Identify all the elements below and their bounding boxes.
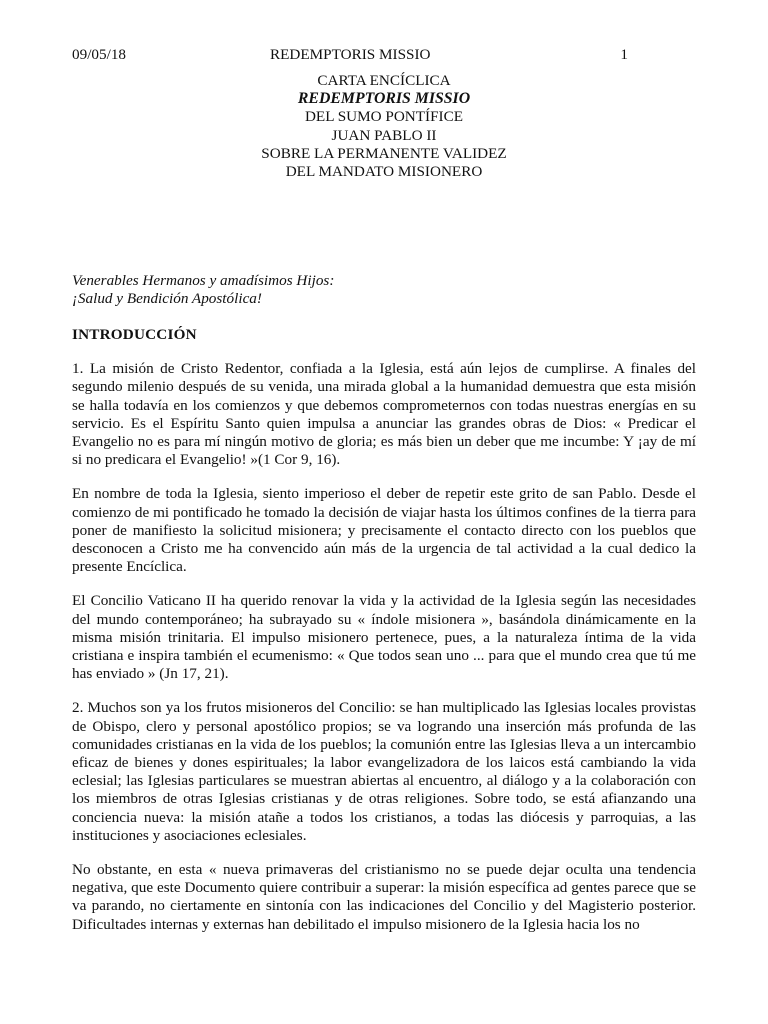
paragraph-2	[72, 485, 696, 576]
title-line-author: JUAN PABLO II	[331, 126, 437, 144]
salutation-line-2: ¡Salud y Bendición Apostólica!	[72, 290, 262, 308]
paragraph-3-text: El Concilio Vaticano II ha querido renovar la vida y la actividad de la Iglesia según las necesidades del mundo contemporáneo; ha subrayado su « índole misionera », basándola dinámicamente en la misma misión trinitaria. El impulso misionero pertenece, pues, a la naturaleza íntima de la vida cristiana e inspira también el ecumenismo: « Que todos sean uno ... para que el mundo crea que tú me has enviado » (	[72, 592, 696, 683]
paragraph-1-text: 1. La misión de Cristo Redentor, confiada a la Iglesia, está aún lejos de cumplirse. A finales del segundo milenio después de su venida, una mirada global a la humanidad demuestra que esta misión se halla todavía en los comienzos y que debemos comprometernos con todas nuestras energías en su servicio. Es el Espíritu Santo quien impulsa a anunciar las grandes obras de Dios: « Predicar el Evangelio no es para mí ningún motivo de gloria; es más bien un deber que me incumbe: Y ¡ay de mí si no predicara el Evangelio! »(	[72, 360, 696, 469]
title-line-pontifice: DEL SUMO PONTÍFICE	[304, 108, 464, 126]
section-heading: INTRODUCCIÓN	[72, 326, 197, 343]
salutation	[72, 272, 696, 308]
page-header	[72, 44, 628, 66]
paragraph-1-citation: 1 Cor	[263, 451, 298, 469]
salutation-line-1: Venerables Hermanos y amadísimos Hijos:	[72, 272, 335, 289]
document-body	[72, 326, 696, 950]
paragraph-1	[72, 360, 696, 469]
paragraph-5	[72, 861, 696, 934]
title-line-subject-1: SOBRE LA PERMANENTE VALIDEZ	[261, 144, 507, 162]
paragraph-4-emphasis: la misión atañe a todos los cristianos,	[191, 808, 437, 826]
paragraph-3-tail: 17, 21).	[177, 665, 229, 683]
title-block	[72, 72, 696, 181]
paragraph-2-tail: a la cual dedico la presente Encíclica.	[72, 540, 696, 576]
paragraph-2-emphasis: la urgencia de tal actividad	[401, 540, 573, 558]
document-title: REDEMPTORIS MISSIO	[297, 90, 471, 108]
paragraph-1-tail: 9, 16).	[297, 451, 341, 469]
header-date: 09/05/18	[72, 46, 127, 63]
paragraph-5-text: No obstante, en esta « nueva primaveras del cristianismo no se puede dejar oculta una tendencia negativa, que este Documento quiere contribuir a superar: la misión específica	[72, 861, 696, 897]
paragraph-3	[72, 592, 696, 683]
paragraph-5-tail: parece que se va parando, no ciertamente en sintonía con las indicaciones del Concilio y del Magisterio posterior. Dificultades internas y externas han debilitado el impulso misionero de la Iglesia hacia los no	[72, 879, 696, 933]
paragraph-4	[72, 699, 696, 845]
paragraph-4-text: 2. Muchos son ya los frutos misioneros del Concilio: se han multiplicado las Iglesias locales provistas de Obispo, clero y personal apostólico propios; se va logrando una inserción más profunda de las comunidades cristianas en la vida de los pueblos; la comunión entre las Iglesias lleva a un intercambio eficaz de bienes y dones espirituales; la labor evangelizadora de los laicos está cambiando la vida eclesial; las Iglesias particulares se muestran abiertas al encuentro, al diálogo y a la colaboración con los miembros de otras Iglesias cristianas y de otras religiones. Sobre todo, se está afianzando una conciencia nueva:	[72, 699, 696, 826]
title-line-carta: CARTA ENCÍCLICA	[317, 72, 451, 89]
title-line-subject-2: DEL MANDATO MISIONERO	[285, 163, 483, 181]
page-number: 1	[620, 46, 628, 63]
paragraph-4-tail: a todas las diócesis y parroquias, a las instituciones y asociaciones eclesiales.	[72, 808, 696, 844]
header-title: REDEMPTORIS MISSIO	[270, 46, 431, 63]
paragraph-3-citation: Jn	[164, 665, 178, 683]
paragraph-5-emphasis: ad gentes	[553, 879, 611, 897]
paragraph-2-text: En nombre de toda la Iglesia, siento imperioso el deber de repetir este grito de san Pablo. Desde el comienzo de mi pontificado he tomado la decisión de viajar hasta los últimos confines de la tierra para poner de manifiesto la solicitud misionera; y precisamente el contacto directo con los pueblos que desconocen a Cristo me ha convencido aún más de	[72, 485, 696, 558]
